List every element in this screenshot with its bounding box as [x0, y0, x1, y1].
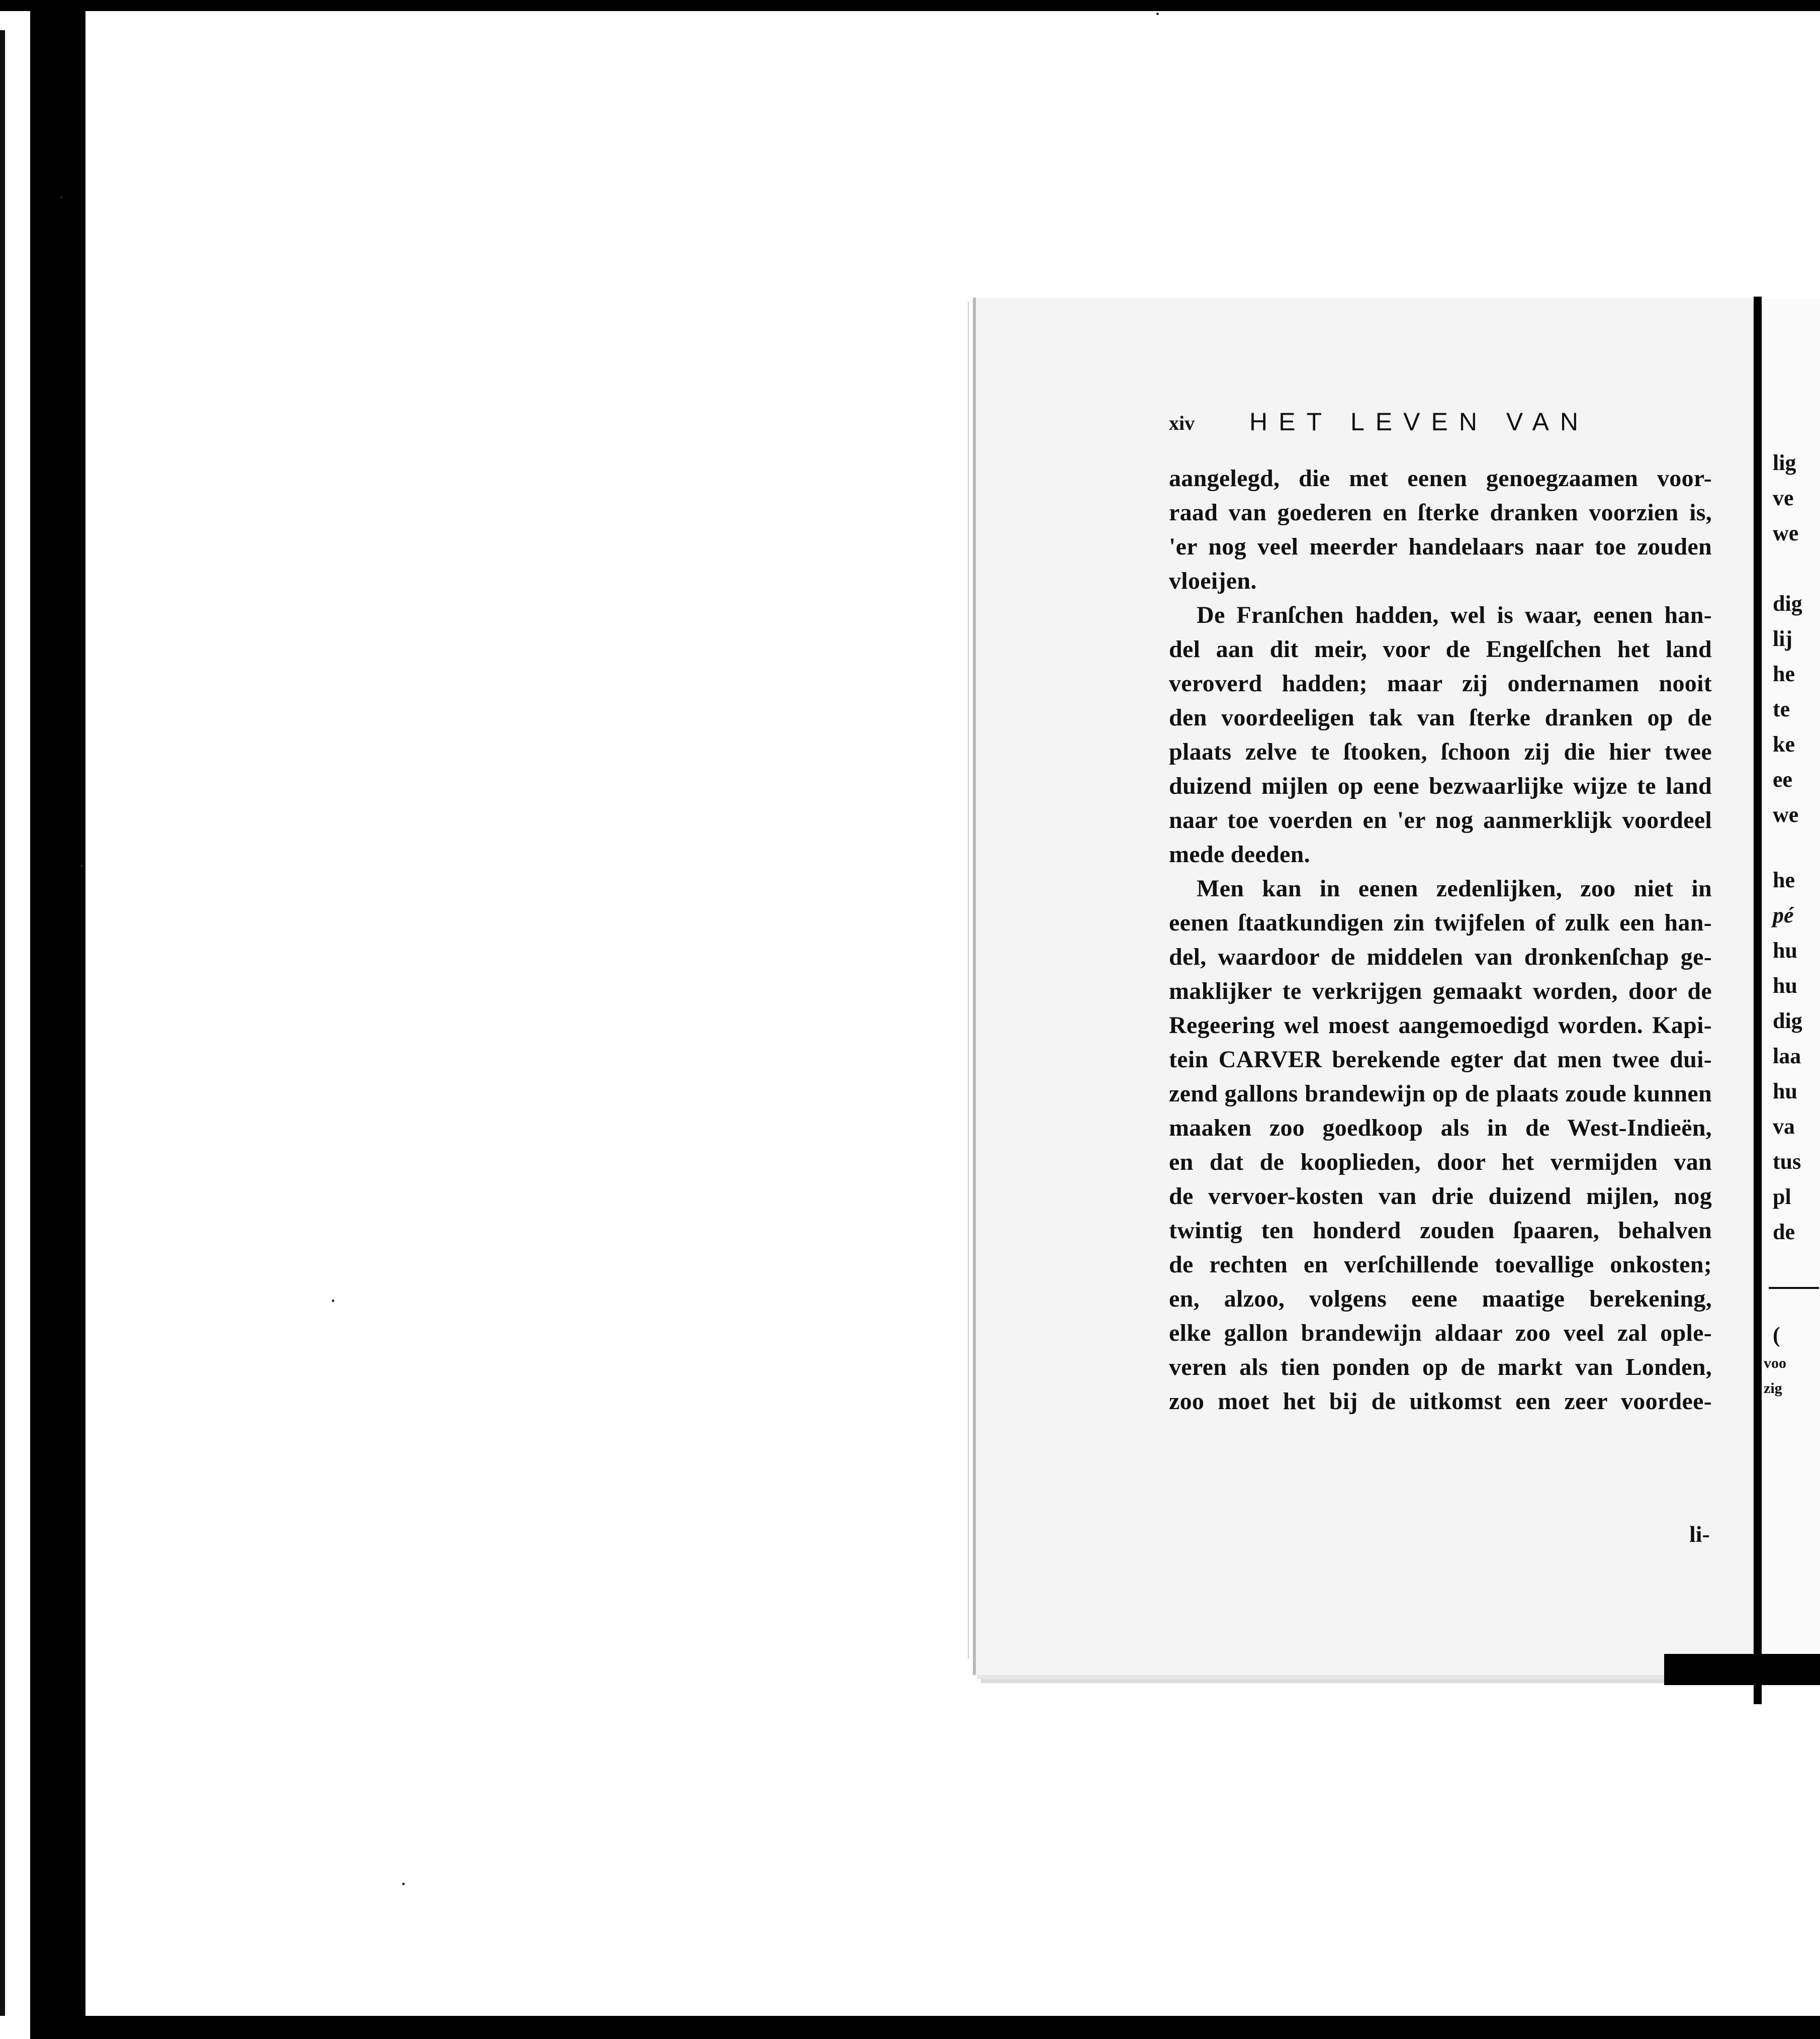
- fragment-text: te: [1773, 697, 1790, 721]
- text-line: del aan dit meir, voor de Engelſchen het land: [1169, 636, 1712, 663]
- adjacent-page-fragment: [1762, 299, 1820, 1656]
- scan-border-top: [0, 0, 1820, 11]
- text-line: del, waardoor de middelen van dronkenſchap ge-: [1169, 944, 1712, 970]
- text-line: en, alzoo, volgens eene maatige berekening,: [1169, 1285, 1712, 1312]
- fragment-text: tus: [1773, 1149, 1801, 1174]
- text-line: naar toe voerden en 'er nog aanmerklijk voordeel: [1169, 807, 1712, 833]
- body-text: [1169, 461, 1712, 1419]
- fragment-text: hu: [1773, 938, 1797, 963]
- fragment-text: dig: [1773, 591, 1802, 616]
- fragment-text: zig: [1764, 1380, 1782, 1397]
- text-line: twintig ten honderd zouden ſpaaren, behalven: [1169, 1217, 1712, 1244]
- fragment-text: laa: [1773, 1044, 1801, 1068]
- text-line: 'er nog veel meerder handelaars naar toe zouden: [1169, 533, 1712, 560]
- scan-edge-left: [0, 30, 5, 2016]
- text-line: en dat de kooplieden, door het vermijden van: [1169, 1149, 1712, 1175]
- catchword: li-: [1689, 1521, 1710, 1547]
- text-line: Regeering wel moest aangemoedigd worden. Kapi-: [1169, 1012, 1712, 1039]
- fragment-text: we: [1773, 521, 1799, 545]
- text-line: den voordeeligen tak van ſterke dranken op de: [1169, 704, 1712, 731]
- dust-speck: [80, 865, 83, 867]
- fragment-text: he: [1773, 662, 1795, 686]
- fragment-text: pé: [1773, 903, 1794, 928]
- fragment-text: voo: [1764, 1355, 1786, 1371]
- fragment-text: we: [1773, 802, 1799, 827]
- fragment-text: he: [1773, 868, 1795, 892]
- text-line: maaken zoo goedkoop als in de West-Indieën,: [1169, 1115, 1712, 1141]
- text-line: elke gallon brandewijn aldaar zoo veel zal ople-: [1169, 1320, 1712, 1346]
- fragment-text: ke: [1773, 732, 1795, 757]
- scan-border-bottom: [30, 2016, 1820, 2039]
- text-line: veren als tien ponden op de markt van Londen,: [1169, 1354, 1712, 1380]
- text-line: maklijker te verkrijgen gemaakt worden, door de: [1169, 978, 1712, 1004]
- fragment-text: ve: [1773, 486, 1794, 510]
- text-line: De Franſchen hadden, wel is waar, eenen han-: [1197, 602, 1712, 628]
- scan-border-left: [30, 0, 85, 2039]
- text-line: mede deeden.: [1169, 841, 1310, 868]
- text-line: tein CARVER berekende egter dat men twee dui-: [1169, 1046, 1712, 1073]
- fragment-text: ee: [1773, 767, 1793, 792]
- running-title: HET LEVEN VAN: [1249, 408, 1589, 436]
- text-line: veroverd hadden; maar zij ondernamen nooit: [1169, 670, 1712, 697]
- fragment-text: de: [1773, 1220, 1795, 1244]
- text-line: zoo moet het bij de uitkomst een zeer voordee-: [1169, 1388, 1712, 1415]
- dust-speck: [332, 1300, 334, 1302]
- dust-speck: [1156, 13, 1159, 15]
- fragment-text: (: [1773, 1323, 1780, 1347]
- text-line: Men kan in eenen zedenlijken, zoo niet in: [1197, 875, 1712, 902]
- adjacent-page-edge: [1754, 297, 1762, 1704]
- text-line: de vervoer-kosten van drie duizend mijlen, nog: [1169, 1183, 1712, 1210]
- text-line: vloeijen.: [1169, 568, 1257, 594]
- fragment-text: lij: [1773, 626, 1793, 651]
- text-line: raad van goederen en ſterke dranken voorzien is,: [1169, 499, 1712, 526]
- text-line: de rechten en verſchillende toevallige onkosten;: [1169, 1251, 1712, 1278]
- text-line: aangelegd, die met eenen genoegzaamen voor-: [1169, 465, 1712, 492]
- dust-speck: [60, 196, 63, 199]
- fragment-text: dig: [1773, 1008, 1802, 1033]
- page-number: xiv: [1169, 412, 1195, 434]
- fragment-text: lig: [1773, 450, 1796, 475]
- text-line: eenen ſtaatkundigen zin twijfelen of zulk een han-: [1169, 909, 1712, 936]
- adjacent-page-shadow: [1664, 1654, 1820, 1685]
- dust-speck: [402, 1883, 405, 1885]
- text-line: duizend mijlen op eene bezwaarlijke wijze te land: [1169, 773, 1712, 799]
- text-line: zend gallons brandewijn op de plaats zoude kunnen: [1169, 1080, 1712, 1107]
- fragment-text: va: [1773, 1114, 1795, 1139]
- fragment-text: hu: [1773, 973, 1797, 998]
- text-line: plaats zelve te ſtooken, ſchoon zij die hier twee: [1169, 738, 1712, 765]
- fragment-text: hu: [1773, 1079, 1797, 1103]
- footnote-rule: [1769, 1287, 1819, 1289]
- fragment-text: pl: [1773, 1184, 1791, 1209]
- running-head: [1169, 407, 1639, 437]
